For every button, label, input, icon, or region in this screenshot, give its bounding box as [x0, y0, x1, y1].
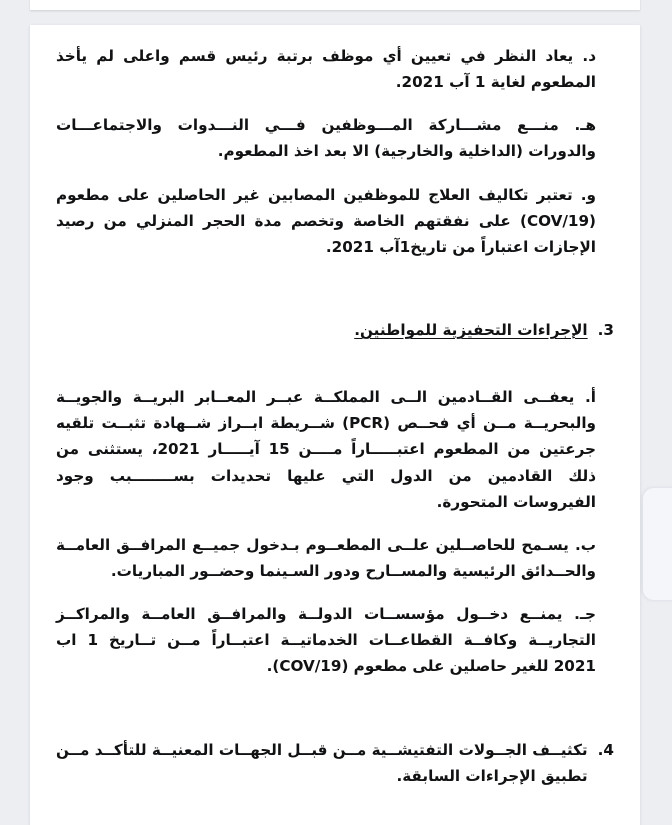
section-3-item-ba: ب. يسـمح للحاصــلين علــى المطعــوم بـدخول جميــع المرافــق العامــة والحــدائق الرئيسية والمســارح ودور السـينما وحضــور المباريات.: [56, 535, 596, 580]
section-4-row: [56, 737, 614, 789]
section-3-heading-row: [56, 317, 614, 343]
section-4-spacer: [56, 697, 614, 737]
heading-spacer: [56, 360, 614, 384]
section-3-item-alef: أ. يعفــى القــادمين الــى المملكــة عبــر المعــابر البريــة والجويــة والبحريــة مــن أي فحــص (PCR) شــريطة ابــراز شــهادة تثبــت تلقيه جرعتين من المطعوم اعتبـــــاراً مــــن 15 آيـــــار 2021، يستثنى من ذلك القادمين من الدول التي عليها تحديدات بســــــــبب وجود الفيروسات المتحورة.: [56, 388, 596, 511]
document-body: [56, 43, 614, 789]
clause-d-paragraph: د. يعاد النظر في تعيين أي موظف برتبة رئيس قسم واعلى لم يأخذ المطعوم لغاية 1 آب 2021.: [56, 47, 596, 92]
section-4-number: 4.: [597, 740, 614, 759]
section-spacer: [56, 277, 614, 317]
clause-w-paragraph: و. تعتبر تكاليف العلاج للموظفين المصابين غير الحاصلين على مطعوم (COV/19) على نفقتهم الخاصة وتخصم مدة الحجر المنزلي من رصيد الإجازات اعتباراً من تاريخ1آب 2021.: [56, 185, 596, 256]
section-4-text: تكثيــف الجــولات التفتيشــية مــن قبــل الجهــات المعنيــة للتأكــد مــن تطبيق الإجراءات السابقة.: [56, 740, 588, 785]
section-3-number: 3.: [597, 320, 614, 339]
previous-page-edge: [30, 0, 640, 10]
section-3-heading: الإجراءات التحفيزية للمواطنين.: [354, 320, 588, 339]
clause-h-paragraph: هـ. منـــع مشـــاركة المـــوظفين فـــي النـــدوات والاجتماعـــات والدورات (الداخلية والخارجية) الا بعد اخذ المطعوم.: [56, 116, 596, 161]
section-3-item-jeem: جـ. يمنــع دخــول مؤسســات الدولــة والمرافــق العامــة والمراكــز التجاريــة وكافــة القطاعــات الخدماتيــة اعتبــاراً مــن تــاريخ 1 اب 2021 للغير حاصلين على مطعوم (COV/19).: [56, 605, 596, 676]
document-page: [30, 25, 640, 825]
side-panel-edge[interactable]: [642, 487, 672, 601]
